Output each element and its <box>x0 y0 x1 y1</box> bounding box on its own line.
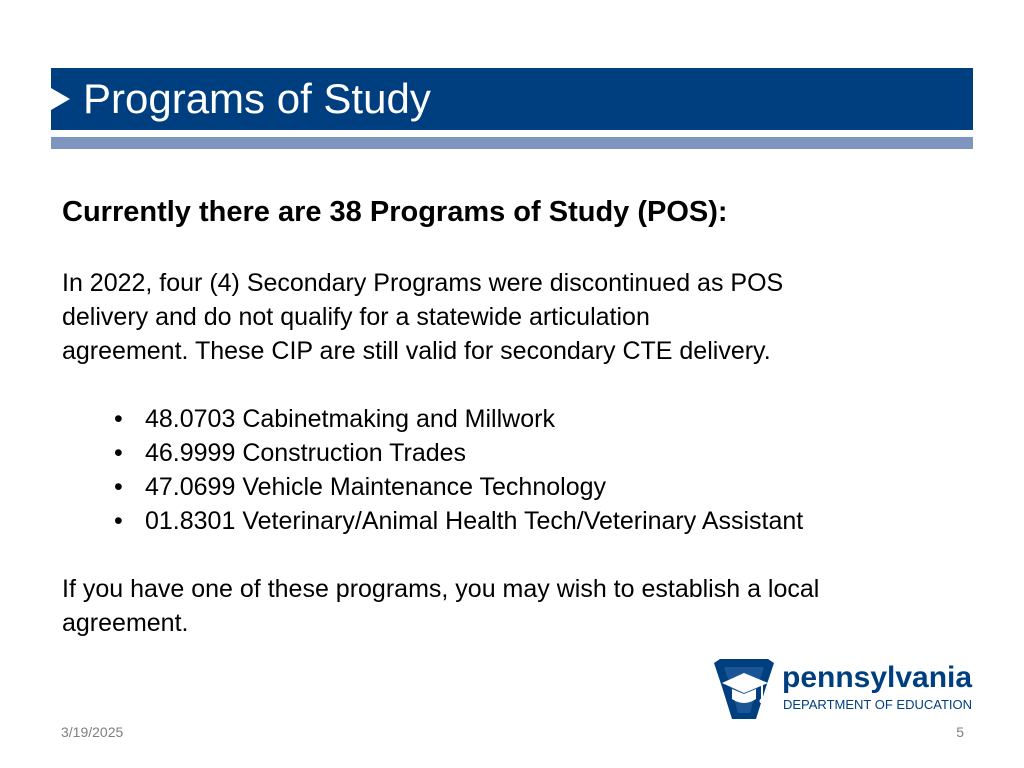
paragraph-line: delivery and do not qualify for a statewide articulation <box>62 303 650 331</box>
paragraph-line: If you have one of these programs, you may wish to establish a local <box>62 575 820 603</box>
local-agreement-paragraph <box>62 572 962 640</box>
arrow-icon <box>51 88 70 110</box>
list-item <box>62 402 962 436</box>
slide-content <box>62 190 962 640</box>
list-item-text: 48.0703 Cabinetmaking and Millwork <box>145 405 555 433</box>
logo-wordmark: pennsylvania <box>782 661 973 694</box>
list-item-text: 47.0699 Vehicle Maintenance Technology <box>145 473 606 501</box>
list-item <box>62 504 962 538</box>
bullet-icon: • <box>114 507 123 535</box>
logo-subtitle: DEPARTMENT OF EDUCATION <box>783 697 972 712</box>
paragraph-line: agreement. These CIP are still valid for secondary CTE delivery. <box>62 337 771 365</box>
list-item-text: 01.8301 Veterinary/Animal Health Tech/Veterinary Assistant <box>145 507 804 535</box>
discontinued-paragraph <box>62 266 962 368</box>
paragraph-line: In 2022, four (4) Secondary Programs were discontinued as POS <box>62 269 784 297</box>
program-list <box>62 402 962 538</box>
bullet-icon: • <box>114 405 123 433</box>
title-bar <box>51 68 973 130</box>
list-item <box>62 436 962 470</box>
page-number: 5 <box>956 724 964 740</box>
list-item-text: 46.9999 Construction Trades <box>145 439 467 467</box>
slide-heading: Currently there are 38 Programs of Study (POS): <box>62 196 728 228</box>
bullet-icon: • <box>114 473 123 501</box>
pennsylvania-education-logo <box>712 657 974 721</box>
footer-date: 3/19/2025 <box>61 724 124 740</box>
slide-title: Programs of Study <box>83 75 431 122</box>
list-item <box>62 470 962 504</box>
title-underline <box>51 137 973 149</box>
paragraph-line: agreement. <box>62 609 189 637</box>
bullet-icon: • <box>114 439 123 467</box>
keystone-graduation-cap-icon <box>712 657 776 721</box>
